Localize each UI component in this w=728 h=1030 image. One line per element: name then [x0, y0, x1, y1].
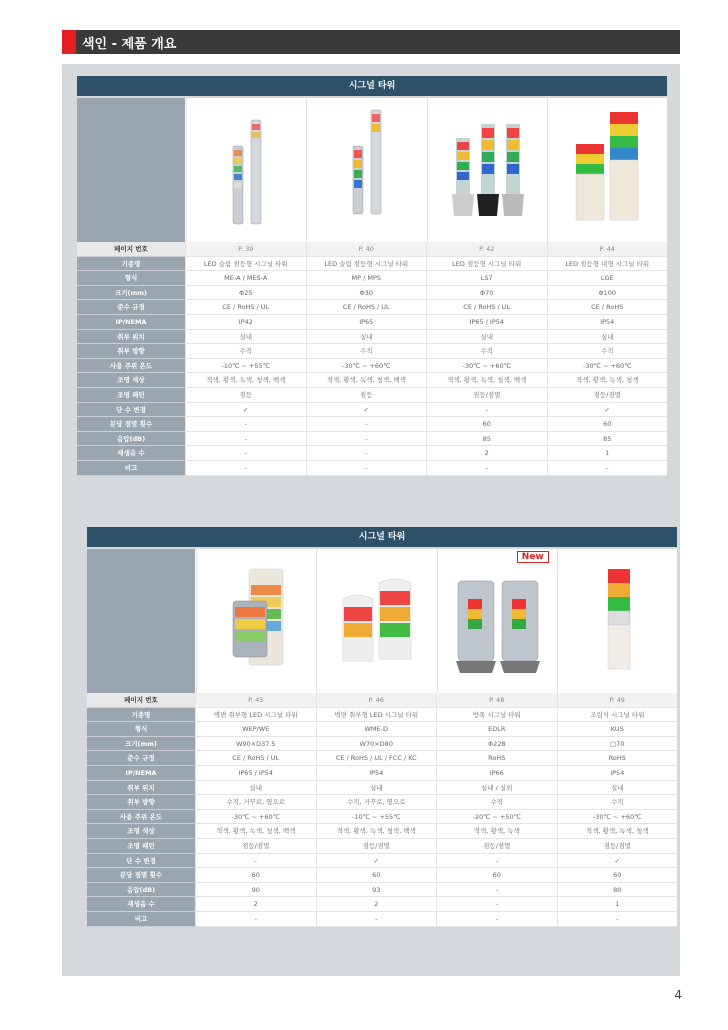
table-cell: 85	[426, 432, 547, 447]
header-accent-bar	[62, 30, 76, 54]
table-cell: IP54	[547, 315, 668, 330]
page-number: 4	[674, 988, 682, 1002]
table-row	[87, 839, 677, 854]
table-cell: P. 46	[316, 693, 437, 708]
table-cell: -30℃ ~ +60℃	[306, 359, 427, 374]
table-cell: 실내	[547, 330, 668, 345]
table-row	[87, 824, 677, 839]
table-cell: 점등/점멸	[436, 839, 557, 854]
table-cell: -	[436, 912, 557, 927]
table-row	[87, 751, 677, 766]
table-row	[77, 432, 667, 447]
table-cell: RoHS	[557, 751, 678, 766]
table-cell: Φ30	[306, 286, 427, 301]
row-label: 분당 점멸 횟수	[87, 868, 195, 883]
large-signal-tower-image	[547, 98, 667, 242]
table-cell: 벽면 취부형 LED 시그널 타워	[195, 708, 316, 723]
row-label: 조명 패턴	[77, 388, 185, 403]
table-cell: -	[185, 461, 306, 476]
row-label: 취부 위치	[77, 330, 185, 345]
table-cell: CE / RoHS / UL / FCC / KC	[316, 751, 437, 766]
table-cell: -	[306, 461, 427, 476]
table-row	[87, 912, 677, 927]
table-cell: W90×D37.5	[195, 737, 316, 752]
table-cell: -	[436, 897, 557, 912]
row-label: 크기(mm)	[87, 737, 195, 752]
table-row	[87, 693, 677, 708]
table-cell: -	[426, 461, 547, 476]
table-cell: 1	[557, 897, 678, 912]
table-1-rows	[77, 242, 667, 476]
table-cell: -	[195, 912, 316, 927]
table-cell: Φ100	[547, 286, 668, 301]
table-cell: 수직, 거꾸로, 옆으로	[316, 795, 437, 810]
row-label: IP/NEMA	[87, 766, 195, 781]
table-cell: IP66	[436, 766, 557, 781]
table-cell: -	[306, 432, 427, 447]
table-cell: 90	[195, 883, 316, 898]
table-cell: LED 점등형 시그널 타워	[426, 257, 547, 272]
table-cell: 실내	[426, 330, 547, 345]
table-cell: LED 슬림 점등형 시그널 타워	[185, 257, 306, 272]
table-cell: 점등/점멸	[547, 388, 668, 403]
table-row	[77, 315, 667, 330]
table-row	[87, 883, 677, 898]
table-cell: LED 점등형 대형 시그널 타워	[547, 257, 668, 272]
table-row	[87, 810, 677, 825]
table-cell: -	[557, 912, 678, 927]
row-label: 페이지 번호	[87, 693, 195, 708]
table-cell: -	[185, 446, 306, 461]
row-label: 조명 색상	[87, 824, 195, 839]
table-cell: WEP/WE	[195, 722, 316, 737]
row-label: 분당 점멸 횟수	[77, 417, 185, 432]
table-cell: ✓	[185, 403, 306, 418]
table-cell: ✓	[316, 854, 437, 869]
table-row	[77, 388, 667, 403]
table-row	[77, 330, 667, 345]
table-row	[77, 446, 667, 461]
table-cell: 실내	[185, 330, 306, 345]
table-cell: ✓	[557, 854, 678, 869]
led-signal-tower-image	[427, 98, 547, 242]
table-cell: P. 39	[185, 242, 306, 257]
row-label: 단 수 변경	[77, 403, 185, 418]
table-row	[87, 722, 677, 737]
table-cell: Φ70	[426, 286, 547, 301]
table-cell: IP65 / IP54	[426, 315, 547, 330]
new-badge: New	[517, 551, 549, 563]
table-2-rows	[87, 693, 677, 927]
table-cell: CE / RoHS / UL	[306, 300, 427, 315]
table-row	[87, 897, 677, 912]
table-row	[87, 708, 677, 723]
row-label: 취부 방향	[87, 795, 195, 810]
table-cell: -30℃ ~ +60℃	[547, 359, 668, 374]
product-table-2	[87, 527, 677, 927]
row-label: 형식	[77, 271, 185, 286]
row-label: 단 수 변경	[87, 854, 195, 869]
table-cell: Φ25	[185, 286, 306, 301]
table-cell: 80	[557, 883, 678, 898]
table-cell: 적색, 황색, 녹색, 청색, 백색	[195, 824, 316, 839]
row-label: 크기(mm)	[77, 286, 185, 301]
table-cell: EDLR	[436, 722, 557, 737]
table-cell: -	[306, 417, 427, 432]
table-cell: 적색, 황색, 녹색, 청색, 백색	[316, 824, 437, 839]
slim-signal-tower-image	[186, 98, 306, 242]
table-cell: -	[316, 912, 437, 927]
row-label: 조명 패턴	[87, 839, 195, 854]
slim-signal-tower-image	[306, 98, 426, 242]
row-label: 페이지 번호	[77, 242, 185, 257]
row-label: 준수 규정	[77, 300, 185, 315]
table-cell: 실내	[316, 781, 437, 796]
row-label: 취부 방향	[77, 344, 185, 359]
page-title: 색인 - 제품 개요	[82, 37, 177, 52]
table-row	[87, 868, 677, 883]
table-cell: 60	[557, 868, 678, 883]
table-cell: RoHS	[436, 751, 557, 766]
table-cell: LGE	[547, 271, 668, 286]
table-cell: W70×D80	[316, 737, 437, 752]
table-row	[87, 737, 677, 752]
table-cell: -	[185, 432, 306, 447]
table-cell: 60	[547, 417, 668, 432]
table-row	[77, 242, 667, 257]
table-cell: 실내 / 실외	[436, 781, 557, 796]
table-cell: 실내	[195, 781, 316, 796]
table-cell: -30℃ ~ +60℃	[195, 810, 316, 825]
table-cell: -10℃ ~ +55℃	[316, 810, 437, 825]
wall-mount-tower-image	[196, 549, 316, 693]
table-cell: -	[195, 854, 316, 869]
row-label: 준수 규정	[87, 751, 195, 766]
table-cell: 60	[316, 868, 437, 883]
table-cell: IP54	[557, 766, 678, 781]
row-label: IP/NEMA	[77, 315, 185, 330]
table-cell: ME-A / MES-A	[185, 271, 306, 286]
table-cell: □70	[557, 737, 678, 752]
table-cell: -	[426, 403, 547, 418]
row-label: 사용 주위 온도	[77, 359, 185, 374]
table-row	[87, 766, 677, 781]
table-row	[87, 781, 677, 796]
wall-mount-tower-image	[316, 549, 436, 693]
row-label: 비고	[77, 461, 185, 476]
table-cell: P. 44	[547, 242, 668, 257]
table-cell: 적색, 황색, 녹색, 청색, 백색	[426, 373, 547, 388]
table-cell: 수직	[426, 344, 547, 359]
table-row	[77, 286, 667, 301]
table-row	[87, 795, 677, 810]
modular-tower-image	[557, 549, 677, 693]
table-cell: 실내	[557, 781, 678, 796]
table-cell: CE / RoHS / UL	[185, 300, 306, 315]
table-cell: 점등/점멸	[557, 839, 678, 854]
row-label: 취부 위치	[87, 781, 195, 796]
explosion-proof-tower-image	[437, 549, 557, 693]
table-cell: CE / RoHS / UL	[426, 300, 547, 315]
row-label: 사용 주위 온도	[87, 810, 195, 825]
table-cell: -	[306, 446, 427, 461]
row-label: 음압(dB)	[87, 883, 195, 898]
row-label: 음압(dB)	[77, 432, 185, 447]
table-cell: 수직	[185, 344, 306, 359]
table-cell: CE / RoHS / UL	[195, 751, 316, 766]
table-cell: 적색, 황색, 녹색, 청색, 백색	[306, 373, 427, 388]
table-cell: -10℃ ~ +55℃	[185, 359, 306, 374]
table-row	[77, 359, 667, 374]
table-cell: -	[436, 854, 557, 869]
table-cell: 60	[195, 868, 316, 883]
table-cell: -	[185, 417, 306, 432]
row-label: 재생음 수	[77, 446, 185, 461]
table-cell: 85	[547, 432, 668, 447]
table-cell: 적색, 황색, 녹색	[436, 824, 557, 839]
table-cell: IP65 / IP54	[195, 766, 316, 781]
table-cell: 60	[426, 417, 547, 432]
table-cell: 60	[436, 868, 557, 883]
row-label: 형식	[87, 722, 195, 737]
table-cell: 2	[195, 897, 316, 912]
table-cell: P. 40	[306, 242, 427, 257]
row-label: 조명 색상	[77, 373, 185, 388]
table-cell: 점등/점멸	[316, 839, 437, 854]
table-cell: 수직	[306, 344, 427, 359]
table-cell: 2	[426, 446, 547, 461]
table-cell: Φ228	[436, 737, 557, 752]
table-cell: 적색, 황색, 녹색, 청색	[547, 373, 668, 388]
table-cell: MP / MPS	[306, 271, 427, 286]
table-cell: 수직	[547, 344, 668, 359]
table-cell: P. 49	[557, 693, 678, 708]
product-table-1	[77, 76, 667, 476]
table-row	[77, 271, 667, 286]
table-row	[77, 257, 667, 272]
table-cell: ✓	[306, 403, 427, 418]
image-row-label	[87, 549, 195, 693]
table-cell: P. 48	[436, 693, 557, 708]
table-row	[87, 854, 677, 869]
table-title: 시그널 타워	[77, 76, 667, 96]
image-row	[87, 549, 677, 693]
image-row-label	[77, 98, 185, 242]
table-title: 시그널 타워	[87, 527, 677, 547]
table-cell: ✓	[547, 403, 668, 418]
table-cell: WME-D	[316, 722, 437, 737]
table-cell: 벽면 취부형 LED 시그널 타워	[316, 708, 437, 723]
table-cell: IP65	[306, 315, 427, 330]
row-label: 비고	[87, 912, 195, 927]
image-row	[77, 98, 667, 242]
table-cell: IP42	[185, 315, 306, 330]
table-cell: 2	[316, 897, 437, 912]
row-label: 재생음 수	[87, 897, 195, 912]
table-cell: -30℃ ~ +60℃	[426, 359, 547, 374]
table-row	[77, 417, 667, 432]
table-cell: P. 42	[426, 242, 547, 257]
table-cell: 수직	[436, 795, 557, 810]
table-cell: 방폭 시그널 타워	[436, 708, 557, 723]
row-label: 기종명	[87, 708, 195, 723]
table-cell: CE / RoHS	[547, 300, 668, 315]
table-row	[77, 403, 667, 418]
table-cell: 적색, 황색, 녹색, 청색, 백색	[185, 373, 306, 388]
row-label: 기종명	[77, 257, 185, 272]
table-row	[77, 461, 667, 476]
table-cell: LS7	[426, 271, 547, 286]
table-row	[77, 373, 667, 388]
table-cell: 조립식 시그널 타워	[557, 708, 678, 723]
table-row	[77, 300, 667, 315]
table-cell: -30℃ ~ +60℃	[557, 810, 678, 825]
table-cell: 수직	[557, 795, 678, 810]
table-cell: -20℃ ~ +50℃	[436, 810, 557, 825]
page-header	[62, 30, 680, 54]
table-cell: 수직, 거꾸로, 옆으로	[195, 795, 316, 810]
table-cell: -	[436, 883, 557, 898]
table-cell: 1	[547, 446, 668, 461]
table-cell: 점등/점멸	[426, 388, 547, 403]
table-row	[77, 344, 667, 359]
table-cell: 적색, 황색, 녹색, 청색	[557, 824, 678, 839]
table-cell: 점등	[185, 388, 306, 403]
table-cell: -	[547, 461, 668, 476]
table-cell: LED 슬림 점등형 시그널 타워	[306, 257, 427, 272]
table-cell: 점등	[306, 388, 427, 403]
table-cell: IP54	[316, 766, 437, 781]
table-cell: 점등/점멸	[195, 839, 316, 854]
table-cell: 93	[316, 883, 437, 898]
table-cell: P. 45	[195, 693, 316, 708]
table-cell: KUS	[557, 722, 678, 737]
table-cell: 실내	[306, 330, 427, 345]
